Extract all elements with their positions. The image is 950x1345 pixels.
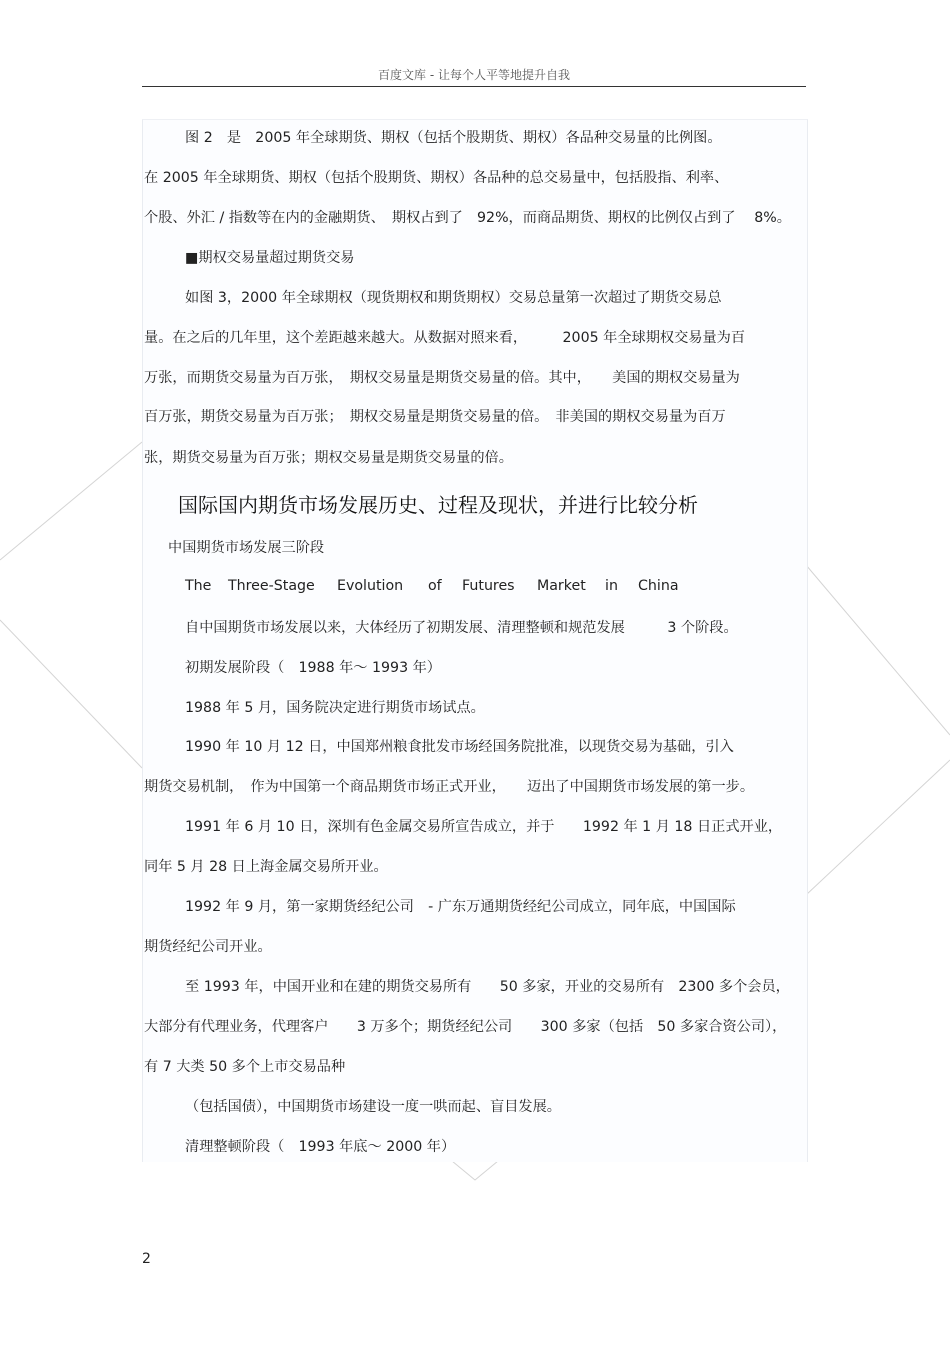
english-title-word: in [605, 578, 618, 594]
paragraph-line: 1988 年 5 月，国务院决定进行期货市场试点。 [185, 700, 485, 716]
paragraph-line: 自中国期货市场发展以来，大体经历了初期发展、清理整顿和规范发展 3 个阶段。 [185, 620, 738, 636]
page-number: 2 [142, 1251, 151, 1267]
page-header: 百度文库 - 让每个人平等地提升自我 [378, 68, 570, 82]
english-title-word: of [428, 578, 442, 594]
paragraph-line: （包括国债），中国期货市场建设一度一哄而起、盲目发展。 [185, 1099, 561, 1115]
stage-title: 初期发展阶段（ 1988 年～ 1993 年） [185, 660, 441, 676]
paragraph-line: 个股、外汇 / 指数等在内的金融期货、 期权占到了 92%，而商品期货、期权的比例仅占到了 8%。 [144, 210, 791, 226]
paragraph-line: 如图 3，2000 年全球期权（现货期权和期货期权）交易总量第一次超过了期货交易总 [185, 290, 722, 306]
paragraph-line: 在 2005 年全球期货、期权（包括个股期货、期权）各品种的总交易量中，包括股指、利率、 [144, 170, 729, 186]
paragraph-line: 有 7 大类 50 多个上市交易品种 [144, 1059, 346, 1075]
english-title-word: Futures [462, 578, 515, 594]
english-title-word: Market [537, 578, 586, 594]
paragraph-line: 同年 5 月 28 日上海金属交易所开业。 [144, 859, 388, 875]
english-title-word: China [638, 578, 679, 594]
english-title-word: Three-Stage [228, 578, 315, 594]
paragraph-line: 图 2 是 2005 年全球期货、期权（包括个股期货、期权）各品种交易量的比例图。 [185, 130, 722, 146]
paragraph-line: 1991 年 6 月 10 日，深圳有色金属交易所宣告成立，并于 1992 年 1 月 18 日正式开业， [185, 819, 783, 835]
header-divider [142, 86, 806, 87]
paragraph-line: 期货交易机制， 作为中国第一个商品期货市场正式开业， 迈出了中国期货市场发展的第一步。 [144, 779, 755, 795]
english-title-word: Evolution [337, 578, 404, 594]
english-title-word: The [185, 578, 212, 594]
paragraph-line: 张，期货交易量为百万张；期权交易量是期货交易量的倍。 [144, 450, 513, 466]
paragraph-line: 万张，而期货交易量为百万张， 期权交易量是期货交易量的倍。其中， 美国的期权交易量为 [144, 370, 740, 386]
paragraph-line: 1992 年 9 月，第一家期货经纪公司 - 广东万通期货经纪公司成立，同年底，中国国际 [185, 899, 736, 915]
paragraph-line: 1990 年 10 月 12 日，中国郑州粮食批发市场经国务院批准，以现货交易为基础，引入 [185, 739, 734, 755]
paragraph-line: 至 1993 年，中国开业和在建的期货交易所有 50 多家，开业的交易所有 2300 多个会员， [185, 979, 790, 995]
stage-title: 清理整顿阶段（ 1993 年底～ 2000 年） [185, 1139, 456, 1155]
section-heading: 国际国内期货市场发展历史、过程及现状，并进行比较分析 [178, 493, 698, 517]
section-title: 中国期货市场发展三阶段 [168, 540, 325, 556]
paragraph-line: 量。在之后的几年里，这个差距越来越大。从数据对照来看， 2005 年全球期权交易量为百 [144, 330, 746, 346]
subheading: ■期权交易量超过期货交易 [185, 250, 355, 266]
paragraph-line: 期货经纪公司开业。 [144, 939, 272, 955]
paragraph-line: 大部分有代理业务，代理客户 3 万多个；期货经纪公司 300 多家（包括 50 多家合资公司）， [144, 1019, 787, 1035]
content-area [142, 119, 808, 1162]
paragraph-line: 百万张，期货交易量为百万张； 期权交易量是期货交易量的倍。 非美国的期权交易量为百万 [144, 409, 726, 425]
